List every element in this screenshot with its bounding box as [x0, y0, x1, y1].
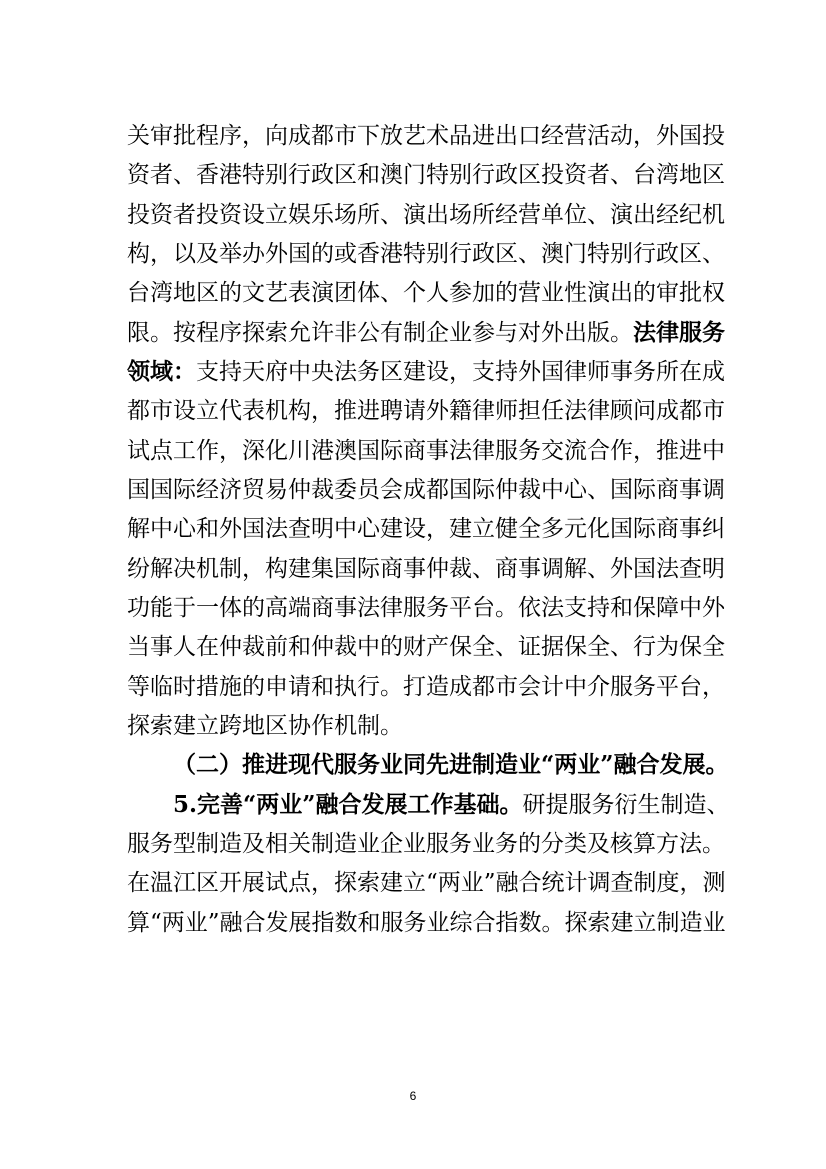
body-line — [127, 357, 725, 387]
body-text: 研提服务衍生制造、 — [522, 792, 730, 818]
body-line: 台湾地区的文艺表演团体、个人参加的营业性演出的审批权 — [127, 280, 725, 306]
section-heading: （二）推进现代服务业同先进制造业“两业”融合发展。 — [173, 751, 729, 778]
body-line: 当事人在仲裁前和仲裁中的财产保全、证据保全、行为保全 — [127, 634, 725, 660]
body-line: 探索建立跨地区协作机制。 — [127, 713, 403, 739]
body-line: 功能于一体的高端商事法律服务平台。依法支持和保障中外 — [127, 595, 725, 621]
section-label-domain: 领域： — [127, 358, 196, 385]
body-line: 纷解决机制，构建集国际商事仲裁、商事调解、外国法查明 — [127, 556, 725, 582]
item-heading: 5.完善“两业”融合发展工作基础。 — [173, 791, 523, 818]
body-line: 关审批程序，向成都市下放艺术品进出口经营活动，外国投 — [127, 123, 725, 149]
body-line: 投资者投资设立娱乐场所、演出场所经营单位、演出经纪机 — [127, 202, 725, 228]
body-line: 服务型制造及相关制造业企业服务业务的分类及核算方法。 — [127, 831, 725, 857]
body-line: 试点工作，深化川港澳国际商事法律服务交流合作，推进中 — [127, 438, 725, 464]
body-line: 都市设立代表机构，推进聘请外籍律师担任法律顾问成都市 — [127, 398, 725, 424]
body-text: 支持天府中央法务区建设，支持外国律师事务所在成 — [196, 359, 725, 385]
body-line: 解中心和外国法查明中心建设，建立健全多元化国际商事纠 — [127, 516, 725, 542]
section-label-legal-services: 法律服务 — [633, 319, 725, 346]
body-line: 算“两业”融合发展指数和服务业综合指数。探索建立制造业 — [127, 910, 726, 936]
body-line — [173, 790, 730, 820]
body-text: 限。按程序探索允许非公有制企业参与对外出版。 — [127, 320, 633, 346]
body-line: 等临时措施的申请和执行。打造成都市会计中介服务平台， — [127, 674, 725, 700]
body-line: 构，以及举办外国的或香港特别行政区、澳门特别行政区、 — [127, 241, 725, 267]
body-line — [127, 318, 725, 348]
page-number: 6 — [409, 1089, 417, 1103]
body-line: 资者、香港特别行政区和澳门特别行政区投资者、台湾地区 — [127, 162, 725, 188]
body-line: 在温江区开展试点，探索建立“两业”融合统计调查制度，测 — [127, 870, 726, 896]
body-line: 国国际经济贸易仲裁委员会成都国际仲裁中心、国际商事调 — [127, 477, 725, 503]
